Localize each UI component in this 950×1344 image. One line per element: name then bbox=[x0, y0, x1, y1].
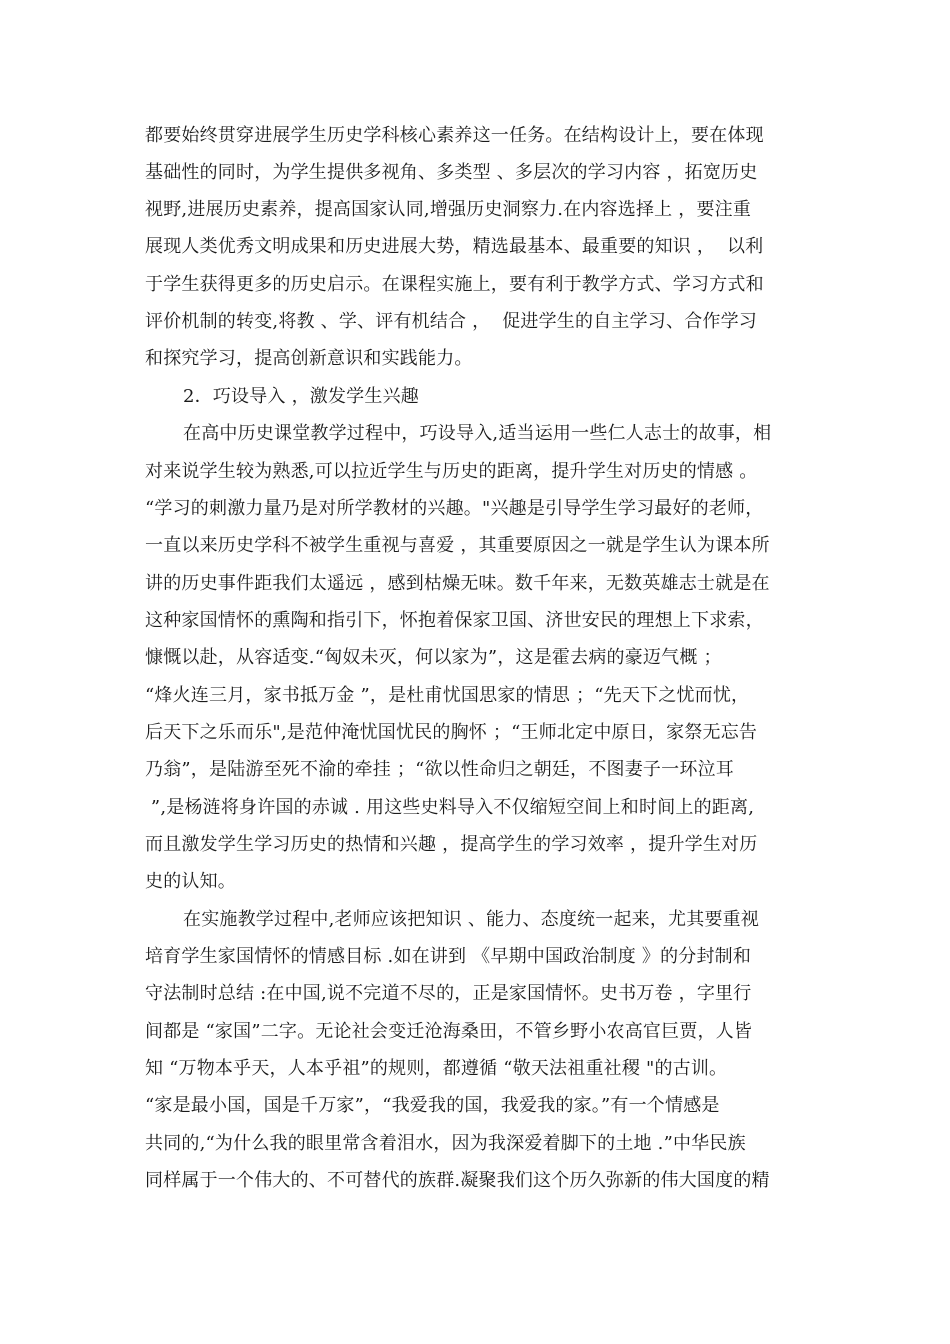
paragraph-2-line: 对来说学生较为熟悉,可以拉近学生与历史的距离，提升学生对历史的情感 。 bbox=[145, 461, 758, 482]
paragraph-3-line: 守法制时总结 :在中国,说不完道不尽的，正是家国情怀。史书万卷 ，字里行 bbox=[145, 983, 752, 1004]
paragraph-2-line: 在高中历史课堂教学过程中，巧设导入,适当运用一些仁人志士的故事，相 bbox=[183, 423, 772, 444]
paragraph-2-line: 后天下之乐而乐",是范仲淹忧国忧民的胸怀 ；“王师北定中原日，家祭无忘告 bbox=[145, 722, 758, 743]
paragraph-1-line: 都要始终贯穿进展学生历史学科核心素养这一任务。在结构设计上，要在体现 bbox=[145, 125, 764, 146]
paragraph-3-line: “家是最小国，国是千万家”，“我爱我的国，我爱我的家。”有一个情感是 bbox=[145, 1095, 720, 1116]
paragraph-2-line: 慷慨以赴，从容适变.“匈奴未灭，何以家为”，这是霍去病的豪迈气概 ； bbox=[145, 647, 722, 668]
paragraph-3-line: 在实施教学过程中,老师应该把知识 、能力、态度统一起来，尤其要重视 bbox=[183, 909, 760, 930]
paragraph-2-line: ”,是杨涟将身许国的赤诚 . 用这些史料导入不仅缩短空间上和时间上的距离, bbox=[145, 797, 755, 818]
paragraph-3-line: 间都是 “家国”二字。无论社会变迁沧海桑田，不管乡野小农高官巨贾，人皆 bbox=[145, 1021, 753, 1042]
paragraph-2-line: 而且激发学生学习历史的热情和兴趣 ，提高学生的学习效率 ，提升学生对历 bbox=[145, 834, 758, 855]
paragraph-2-line: 乃翁”，是陆游至死不渝的牵挂 ；“欲以性命归之朝廷，不图妻子一环泣耳 bbox=[145, 759, 734, 780]
paragraph-1-line: 评价机制的转变,将教 、学、评有机结合 ， 促进学生的自主学习、合作学习 bbox=[145, 311, 758, 332]
section-heading: 2．巧设导入 ，激发学生兴趣 bbox=[183, 386, 419, 407]
paragraph-2-line: “烽火连三月，家书抵万金 ”，是杜甫忧国思家的情思 ；“先天下之忧而忧， bbox=[145, 685, 750, 706]
paragraph-3-line: 同样属于一个伟大的、不可替代的族群.凝聚我们这个历久弥新的伟大国度的精 bbox=[145, 1170, 770, 1191]
paragraph-1-line: 于学生获得更多的历史启示。在课程实施上，要有利于教学方式、学习方式和 bbox=[145, 274, 764, 295]
paragraph-2-line: 讲的历史事件距我们太遥远 ，感到枯燥无味。数千年来，无数英雄志士就是在 bbox=[145, 573, 770, 594]
paragraph-3-line: 共同的,“为什么我的眼里常含着泪水，因为我深爱着脚下的土地 .”中华民族 bbox=[145, 1133, 746, 1154]
paragraph-2-line: 一直以来历史学科不被学生重视与喜爱 ，其重要原因之一就是学生认为课本所 bbox=[145, 535, 770, 556]
paragraph-3-line: 培育学生家国情怀的情感目标 .如在讲到 《早期中国政治制度 》的分封制和 bbox=[145, 946, 752, 967]
paragraph-2-line: 史的认知。 bbox=[145, 871, 236, 892]
paragraph-2-line: 这种家国情怀的熏陶和指引下，怀抱着保家卫国、济世安民的理想上下求索， bbox=[145, 610, 764, 631]
paragraph-2-line: “学习的刺激力量乃是对所学教材的兴趣。"兴趣是引导学生学习最好的老师， bbox=[145, 498, 764, 519]
paragraph-1-line: 和探究学习，提高创新意识和实践能力。 bbox=[145, 348, 473, 369]
paragraph-1-line: 基础性的同时，为学生提供多视角、多类型 、多层次的学习内容 ，拓宽历史 bbox=[145, 162, 758, 183]
paragraph-1-line: 视野,进展历史素养，提高国家认同,增强历史洞察力.在内容选择上 ，要注重 bbox=[145, 199, 752, 220]
paragraph-1-line: 展现人类优秀文明成果和历史进展大势，精选最基本、最重要的知识 ， 以利 bbox=[145, 236, 764, 257]
paragraph-3-line: 知 “万物本乎天，人本乎祖”的规则，都遵循 “敬天法祖重社稷 "的古训。 bbox=[145, 1058, 728, 1079]
